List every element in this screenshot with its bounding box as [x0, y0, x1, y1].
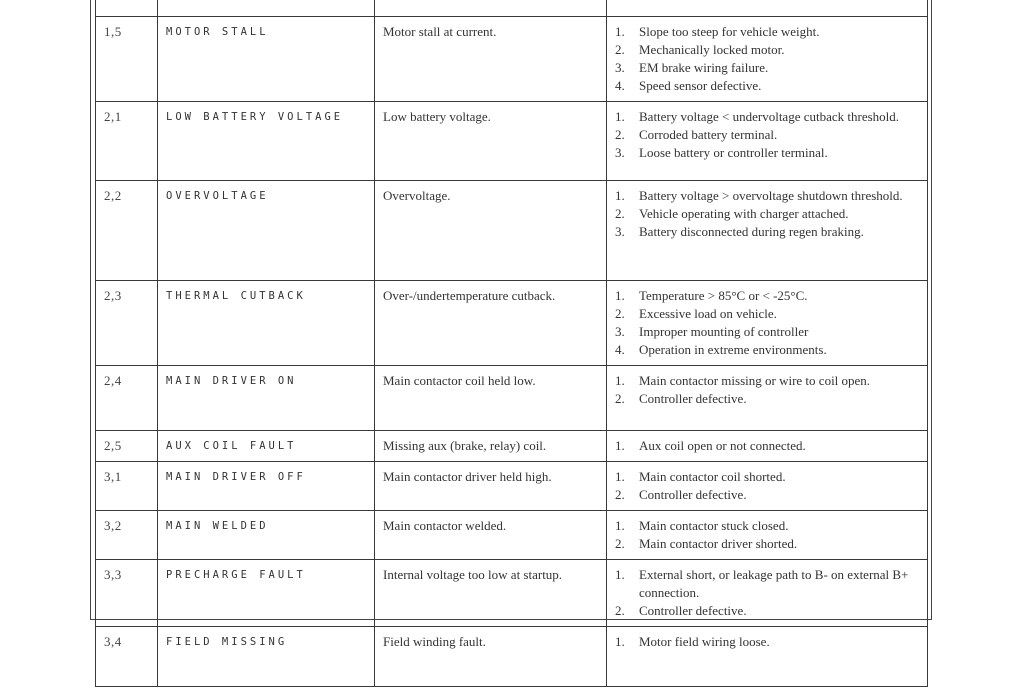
list-item: [615, 437, 919, 455]
list-item-text: Operation in extreme environments.: [639, 342, 827, 357]
list-item-text: External short, or leakage path to B- on external B+ connection.: [639, 567, 909, 600]
fault-code-cell: 2,4: [96, 366, 158, 431]
list-item-number: 1.: [615, 373, 625, 388]
cause-list: [615, 517, 919, 553]
list-item-number: 2.: [615, 487, 625, 502]
list-item-text: Improper mounting of controller: [639, 324, 809, 339]
list-item-number: 3.: [615, 145, 625, 160]
list-item: [615, 323, 919, 341]
list-item-number: 1.: [615, 518, 625, 533]
fault-code-cell: 2,3: [96, 281, 158, 366]
table-row: [96, 0, 928, 17]
list-item: [615, 390, 919, 408]
possible-causes-cell: [607, 462, 928, 511]
list-item-text: Main contactor stuck closed.: [639, 518, 789, 533]
table-row: [96, 462, 928, 511]
cause-list: [615, 468, 919, 504]
list-item-number: 3.: [615, 324, 625, 339]
cause-list: [615, 372, 919, 408]
list-item: [615, 633, 919, 651]
list-item-number: 2.: [615, 42, 625, 57]
list-item-text: Main contactor coil shorted.: [639, 469, 786, 484]
display-message-cell: MAIN DRIVER OFF: [158, 462, 375, 511]
list-item-text: Controller defective.: [639, 487, 747, 502]
fault-code-cell: 3,2: [96, 511, 158, 560]
list-item-number: 2.: [615, 206, 625, 221]
list-item-number: 2.: [615, 536, 625, 551]
possible-causes-cell: [607, 102, 928, 181]
list-item-text: Slope too steep for vehicle weight.: [639, 24, 820, 39]
effect-cell: Main contactor coil held low.: [375, 366, 607, 431]
display-message-cell: PRECHARGE FAULT: [158, 560, 375, 627]
display-message-cell: MAIN DRIVER ON: [158, 366, 375, 431]
table-row: [96, 181, 928, 281]
list-item-text: Mechanically locked motor.: [639, 42, 785, 57]
effect-cell: Low battery voltage.: [375, 102, 607, 181]
table-row: [96, 366, 928, 431]
cause-list: [615, 187, 919, 241]
table-row: [96, 17, 928, 102]
list-item-number: 2.: [615, 306, 625, 321]
fault-code-table: [95, 0, 928, 687]
list-item: [615, 372, 919, 390]
list-item: [615, 602, 919, 620]
table-row: [96, 560, 928, 627]
effect-cell: Field winding fault.: [375, 627, 607, 687]
list-item-text: Motor field wiring loose.: [639, 634, 770, 649]
cause-list: [615, 633, 919, 651]
effect-cell: Over-/undertemperature cutback.: [375, 281, 607, 366]
table-row: [96, 431, 928, 462]
fault-code-cell: 2,1: [96, 102, 158, 181]
possible-causes-cell: [607, 560, 928, 627]
list-item-text: EM brake wiring failure.: [639, 60, 769, 75]
list-item-text: Speed sensor defective.: [639, 78, 762, 93]
table-row: [96, 511, 928, 560]
effect-cell: Motor stall at current.: [375, 17, 607, 102]
list-item: [615, 77, 919, 95]
possible-causes-cell: [607, 366, 928, 431]
list-item: [615, 517, 919, 535]
list-item-number: 1.: [615, 24, 625, 39]
fault-code-cell: 1,5: [96, 17, 158, 102]
cause-list: [615, 287, 919, 359]
table-row: [96, 627, 928, 687]
list-item: [615, 41, 919, 59]
list-item-number: 1.: [615, 188, 625, 203]
display-message-cell: LOW BATTERY VOLTAGE: [158, 102, 375, 181]
list-item: [615, 126, 919, 144]
list-item-text: Battery disconnected during regen braking.: [639, 224, 864, 239]
display-message-cell: MAIN WELDED: [158, 511, 375, 560]
fault-code-cell: 3,1: [96, 462, 158, 511]
possible-causes-cell: [607, 17, 928, 102]
list-item-number: 1.: [615, 438, 625, 453]
list-item-number: 1.: [615, 634, 625, 649]
fault-code-cell: [96, 0, 158, 17]
effect-cell: Main contactor welded.: [375, 511, 607, 560]
list-item: [615, 23, 919, 41]
possible-causes-cell: [607, 511, 928, 560]
effect-cell: Main contactor driver held high.: [375, 462, 607, 511]
list-item: [615, 341, 919, 359]
list-item: [615, 223, 919, 241]
list-item-number: 4.: [615, 78, 625, 93]
list-item-number: 2.: [615, 603, 625, 618]
list-item-text: Main contactor driver shorted.: [639, 536, 798, 551]
list-item: [615, 108, 919, 126]
fault-code-cell: 3,3: [96, 560, 158, 627]
list-item-text: Aux coil open or not connected.: [639, 438, 806, 453]
list-item-text: Battery voltage < undervoltage cutback threshold.: [639, 109, 900, 124]
list-item: [615, 287, 919, 305]
display-message-cell: AUX COIL FAULT: [158, 431, 375, 462]
possible-causes-cell: [607, 0, 928, 17]
effect-cell: [375, 0, 607, 17]
table-row: [96, 102, 928, 181]
effect-cell: Missing aux (brake, relay) coil.: [375, 431, 607, 462]
table-row: [96, 281, 928, 366]
list-item-text: Loose battery or controller terminal.: [639, 145, 828, 160]
list-item: [615, 566, 919, 602]
list-item-text: Main contactor missing or wire to coil open.: [639, 373, 871, 388]
fault-code-cell: 2,5: [96, 431, 158, 462]
effect-cell: Overvoltage.: [375, 181, 607, 281]
possible-causes-cell: [607, 627, 928, 687]
list-item-text: Controller defective.: [639, 603, 747, 618]
display-message-cell: MOTOR STALL: [158, 17, 375, 102]
list-item-number: 2.: [615, 127, 625, 142]
list-item-number: 1.: [615, 567, 625, 582]
list-item: [615, 468, 919, 486]
list-item: [615, 144, 919, 162]
cause-list: [615, 566, 919, 620]
list-item: [615, 187, 919, 205]
list-item-number: 3.: [615, 60, 625, 75]
list-item-number: 3.: [615, 224, 625, 239]
possible-causes-cell: [607, 281, 928, 366]
list-item: [615, 205, 919, 223]
list-item-text: Vehicle operating with charger attached.: [639, 206, 849, 221]
list-item-text: Battery voltage > overvoltage shutdown threshold.: [639, 188, 903, 203]
display-message-cell: [158, 0, 375, 17]
list-item-number: 2.: [615, 391, 625, 406]
list-item: [615, 486, 919, 504]
list-item-text: Controller defective.: [639, 391, 747, 406]
list-item-number: 1.: [615, 109, 625, 124]
list-item-text: Corroded battery terminal.: [639, 127, 778, 142]
display-message-cell: OVERVOLTAGE: [158, 181, 375, 281]
list-item: [615, 535, 919, 553]
list-item: [615, 305, 919, 323]
display-message-cell: THERMAL CUTBACK: [158, 281, 375, 366]
possible-causes-cell: [607, 181, 928, 281]
list-item-number: 1.: [615, 469, 625, 484]
fault-code-cell: 2,2: [96, 181, 158, 281]
list-item-number: 1.: [615, 288, 625, 303]
display-message-cell: FIELD MISSING: [158, 627, 375, 687]
fault-code-cell: 3,4: [96, 627, 158, 687]
list-item: [615, 59, 919, 77]
cause-list: [615, 23, 919, 95]
effect-cell: Internal voltage too low at startup.: [375, 560, 607, 627]
cause-list: [615, 437, 919, 455]
cause-list: [615, 108, 919, 162]
list-item-text: Excessive load on vehicle.: [639, 306, 777, 321]
list-item-number: 4.: [615, 342, 625, 357]
list-item-text: Temperature > 85°C or < -25°C.: [639, 288, 808, 303]
possible-causes-cell: [607, 431, 928, 462]
